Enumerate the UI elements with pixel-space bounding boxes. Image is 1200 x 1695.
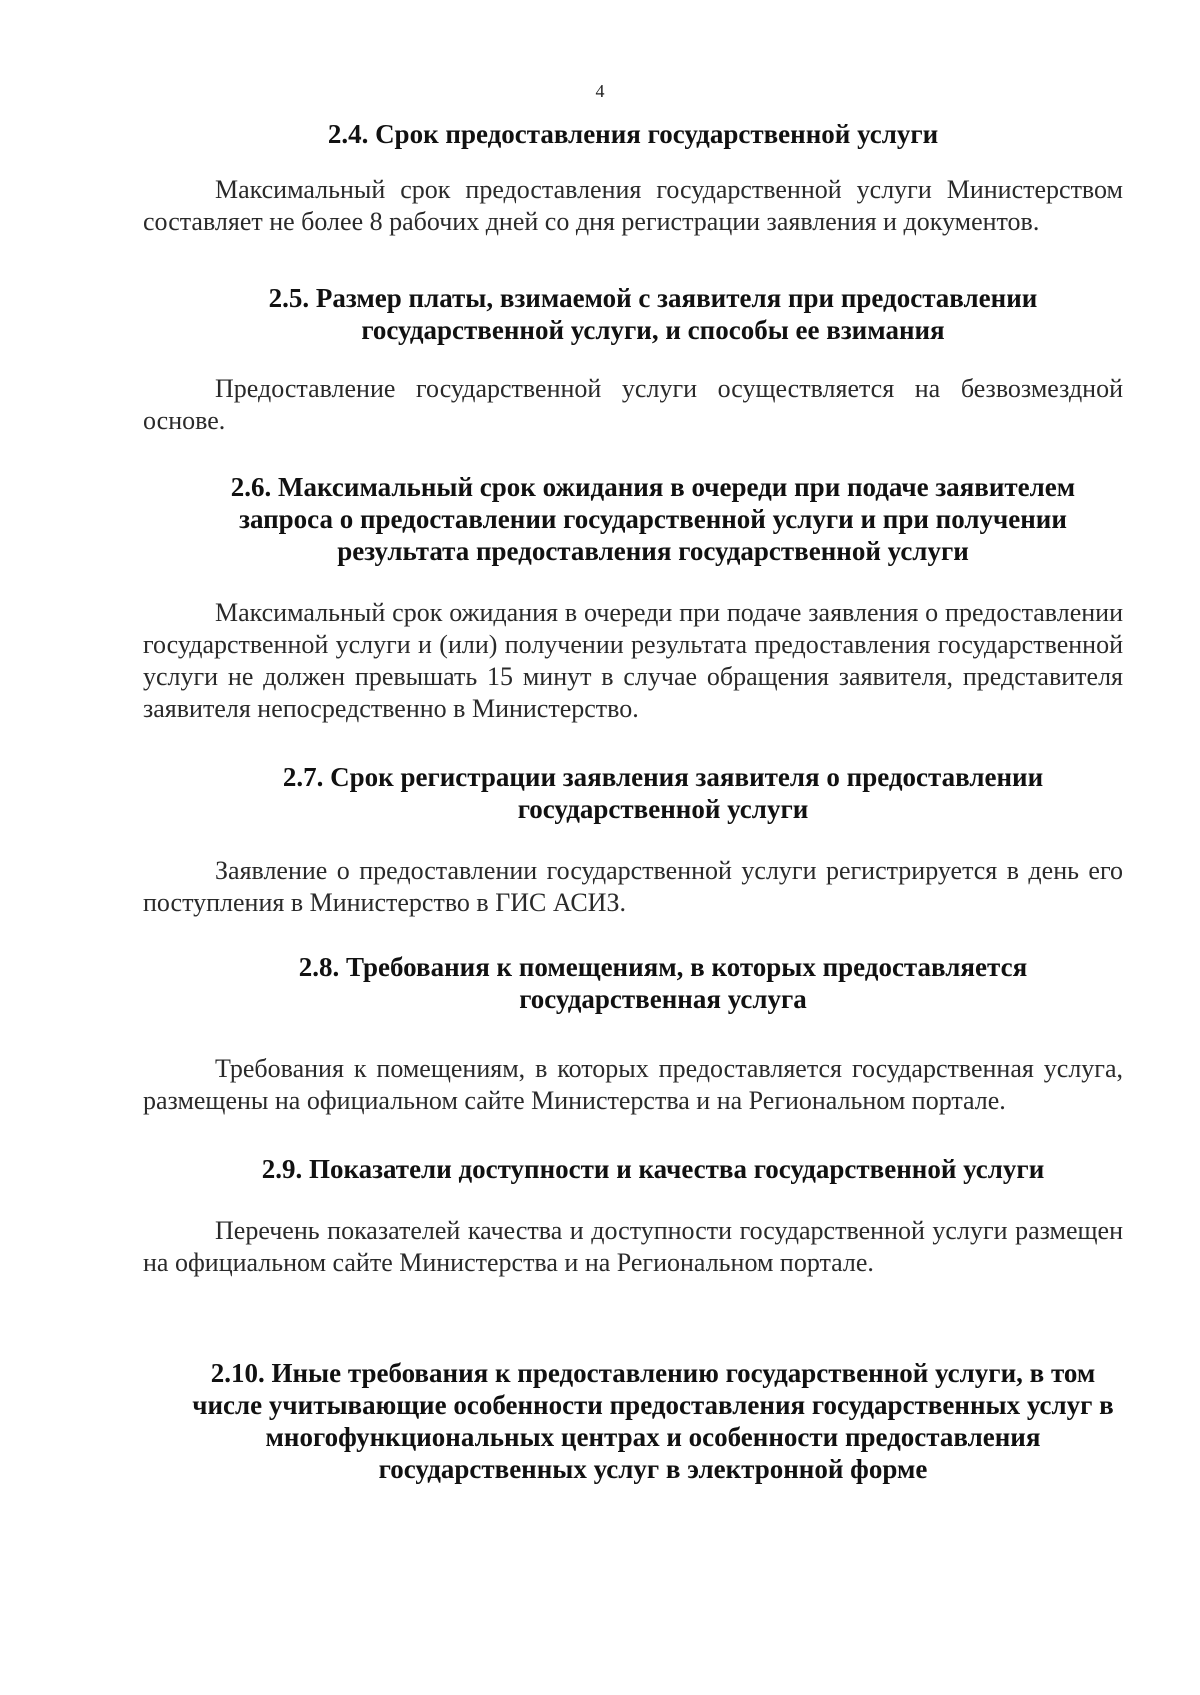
section-heading: 2.6. Максимальный срок ожидания в очереди при подаче заявителем запроса о предоставлении государственной услуги и при получении результата предоставления государственной услуги bbox=[230, 472, 1076, 566]
section-2-8 bbox=[143, 951, 1123, 1117]
section-2-7 bbox=[143, 761, 1123, 919]
section-2-10 bbox=[143, 1357, 1123, 1485]
section-2-9 bbox=[143, 1153, 1123, 1279]
section-2-5 bbox=[143, 282, 1123, 437]
section-heading: 2.4. Срок предоставления государственной услуги bbox=[327, 119, 939, 149]
section-heading: 2.9. Показатели доступности и качества государственной услуги bbox=[261, 1154, 1045, 1184]
section-heading: 2.10. Иные требования к предоставлению государственной услуги, в том числе учитывающие особенности предоставления государственных услуг в многофункциональных центрах и особенности предоставления государственных услуг в электронной форме bbox=[192, 1358, 1114, 1484]
section-paragraph: Перечень показателей качества и доступности государственной услуги размещен на официальном сайте Министерства и на Региональном портале. bbox=[143, 1216, 1123, 1277]
section-paragraph: Максимальный срок предоставления государственной услуги Министерством составляет не более 8 рабочих дней со дня регистрации заявления и документов. bbox=[143, 175, 1123, 236]
section-paragraph: Предоставление государственной услуги осуществляется на безвозмездной основе. bbox=[143, 374, 1123, 435]
section-2-4 bbox=[143, 118, 1123, 238]
section-paragraph: Максимальный срок ожидания в очереди при подаче заявления о предоставлении государственной услуги и (или) получении результата предоставления государственной услуги не должен превышать 15 минут в случае обращения заявителя, представителя заявителя непосредственно в Министерство. bbox=[143, 598, 1123, 723]
section-heading: 2.5. Размер платы, взимаемой с заявителя при предоставлении государственной услуги, и способы ее взимания bbox=[268, 283, 1038, 345]
section-heading: 2.7. Срок регистрации заявления заявителя о предоставлении государственной услуги bbox=[282, 762, 1044, 824]
section-paragraph: Требования к помещениям, в которых предоставляется государственная услуга, размещены на официальном сайте Министерства и на Региональном портале. bbox=[143, 1054, 1123, 1115]
page-number: 4 bbox=[595, 81, 605, 101]
section-paragraph: Заявление о предоставлении государственной услуги регистрируется в день его поступления в Министерство в ГИС АСИЗ. bbox=[143, 856, 1123, 917]
section-heading: 2.8. Требования к помещениям, в которых предоставляется государственная услуга bbox=[298, 952, 1028, 1014]
document-body bbox=[143, 118, 1123, 1485]
section-2-6 bbox=[143, 471, 1123, 725]
